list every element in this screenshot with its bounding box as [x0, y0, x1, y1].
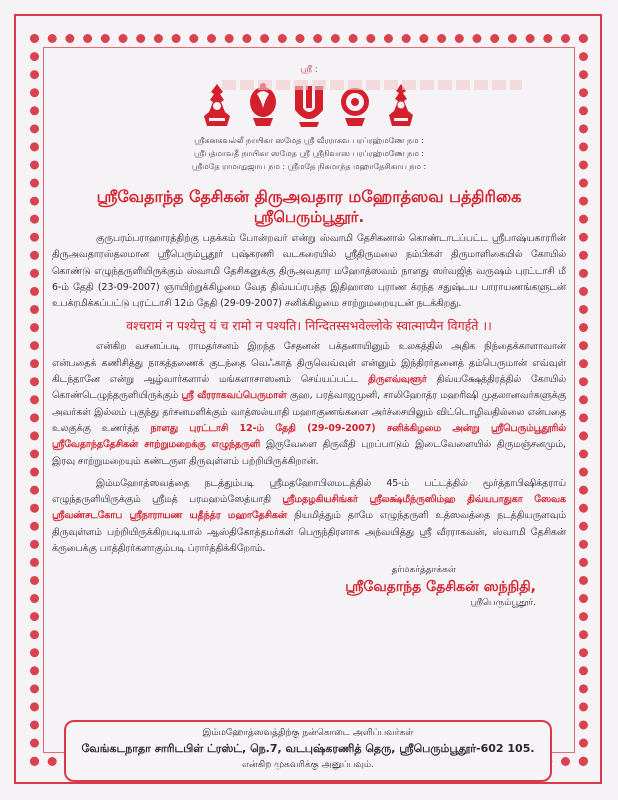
highlight-text: திருஎவ்வுளூர் — [368, 374, 427, 386]
intro-paragraph: குருபரம்பராஹாரத்திற்கு பதக்கம் போன்றவர் என்று ஸ்வாமி தேசிகனால் கொண்டாடப்பட்ட ஸ்ரீபாஷ்யகாரரின் திருஅவதாரஸ்தலமான ஸ்ரீபெரும்பூதூர் புஷ்கரணி வடகரையில் ஸ்ரீதிருமலை நம்பிகள் திருமாளிகையில் கோயில் கொண்டு எழுந்தருளியிருக்கும் ஸ்வாமி தேசிகனுக்கு திருஅவதார மஹோத்ஸவம் நாளது ஸர்வஜித் வருஷம் புரட்டாசி மீ 6-ம் தேதி (23-09-2007) ஞாயிற்றுக்கிழமை வேத திவ்யப்ரபந்த இதிஹாஸ புராண க்ரந்த சதுஷ்டய பாராயணங்களுடன் உபக்ரமிக்கப்பட்டு புரட்டாசி 12ம் தேதி (29-09-2007) சனிக்கிழமை சாற்றுமறையுடன் நடக்கிறது. — [52, 233, 566, 310]
trustees-label: தர்மகர்த்தாக்கள் — [391, 565, 456, 576]
place-name: ஸ்ரீபெரும்பூதூர். — [470, 598, 536, 609]
invitation-content — [52, 64, 567, 770]
paragraph-text: திவ்யக்ஷேத்திரத்தில் கோயில் கொண்டெழுந்தருளியிருக்கும் — [52, 374, 567, 402]
donation-note: என்கிற முகவரிக்கு அனுப்பவும். — [241, 760, 375, 770]
paragraph-text: நியமித்தும் தாமே எழுந்தருளி உத்ஸவத்தை நடத்தியருளவும் திருவுள்ளம் பற்றியிருக்கிறபடியால் ஆஸ்திகோத்தமர்கள் பெருந்திரளாக அந்வயித்து ஸ்ரீ வீரராகவன், ஸ்வாமி தேசிகன் க்ருபைக்கு பாத்திரர்களாகும்படி ப்ரார்த்திக்கிறோம். — [52, 510, 566, 555]
donation-address: வேங்கடநாதா சாரிடபிள் ட்ரஸ்ட், நெ.7, வடபுஷ்கரணித் தெரு, ஸ்ரீபெரும்பூதூர்-602 105. — [81, 742, 535, 755]
sanskrit-verse: वश्चरामं न पश्येत्तु यं च रामो न पश्यति। निन्दितस्सभवेल्लोके स्वात्माप्यैन विगर्हते ।। — [126, 318, 492, 334]
faint-header-line — [222, 80, 522, 90]
closing-paragraph — [52, 476, 566, 557]
paragraph-text: இருவேளை திருவீதி புறப்பாடும் இடைவேளையில் திருமஞ்சனமும், இரவு சாற்றுமறையும் கண்டருள திருவுள்ளம் பற்றியிருக்கிறான். — [52, 439, 566, 467]
paragraph-text: என்கிற வசனப்படி ராமதர்சனம் இறந்த சேதனன் பக்தனாயினும் உலகத்தில் அதிக நிந்தைக்காளாவான் என்பதைக் கணிசித்து நாகத்தணைக் குடந்தை வெஃகாத் திருவெவ்வுள் என்னும் இந்திரர்தனைத் தம்பெருமான் எவ்வுள் கிடந்தானே என்று ஆழ்வார்களால் மங்களாசாஸனம் செய்யப்பட்ட — [52, 341, 566, 386]
invitation-subtitle: ஸ்ரீபெரும்பூதூர். — [253, 208, 365, 226]
shri-heading: ஸ்ரீ : — [300, 65, 318, 75]
invocation-line: ஸ்ரீபத்மாவதீ நாயிகா ஸமேத ஸ்ரீ ஸ்ரீநிவாஸ பரப்ரஹ்மணே நம : — [193, 149, 424, 158]
paragraph-text: இம்மஹோத்ஸவத்தை நடத்தும்படி ஸ்ரீமதஹோபிலமடத்தில் 45-ம் பட்டத்தில் மூர்த்தாபிஷிக்தராய் எழுந்தருளியிருக்கும் ஸ்ரீமத் பரமஹம்ஸேத்யாதி — [52, 477, 566, 506]
highlight-text: ஸ்ரீமதழகியசிங்கர் ஸ்ரீலக்ஷ்மீந்ருஸிம்ஹ திவ்யபாதுகா ஸேவக ஸ்ரீவண்சடகோப ஸ்ரீநாராயண யதீந்த்ர மஹாதேசிகன் — [52, 494, 567, 522]
invocation-line: ஸ்ரீமதே ராமாநுஜாய நம : ஸ்ரீமதே நிகமாந்த மஹாதேசிகாய நம : — [191, 162, 427, 171]
highlight-text: நாளது புரட்டாசி 12-ம் தேதி (29-09-2007) சனிக்கிழமை அன்று ஸ்ரீபெரும்பூதூரில் ஸ்ரீவேதாந்ததேசிகன் சாற்றுமறைக்கு எழுந்தருளி — [52, 422, 566, 451]
invitation-title: ஸ்ரீவேதாந்த தேசிகன் திருஅவதார மஹோத்ஸவ பத்திரிகை — [96, 187, 522, 206]
donation-box — [64, 720, 552, 782]
signature-block — [52, 563, 566, 609]
invocation-line: ஸ்ரீகனகவல்லீ நாயிகா ஸமேத ஸ்ரீ வீரராகவ பரப்ரஹ்மணே நம : — [194, 136, 424, 145]
main-paragraph — [52, 339, 566, 469]
invocation-lines — [52, 134, 566, 173]
donation-heading: இம்மஹோத்ஸவத்திற்கு நன்கொடை அளிப்பவர்கள் — [202, 728, 414, 738]
sannidhi-name: ஸ்ரீவேதாந்த தேசிகன் ஸந்நிதி, — [345, 579, 536, 596]
paragraph-text: குஹ, பரத்வாஜமுனி, சாலிஹோத்ர மஹரிஷி முதலானவர்களுக்கு அவர்கள் இல்லம் புகுந்து தர்சனமளிக்கும் வாத்ஸல்யாதி மஹாகுணங்களை அர்ச்சையிலும் விட்டொழிவதில்லை என்பதை உலகுக்கு உணர்த்த — [52, 390, 567, 434]
highlight-text: ஸ்ரீ வீரராகவப்பெருமாள் — [181, 390, 287, 402]
